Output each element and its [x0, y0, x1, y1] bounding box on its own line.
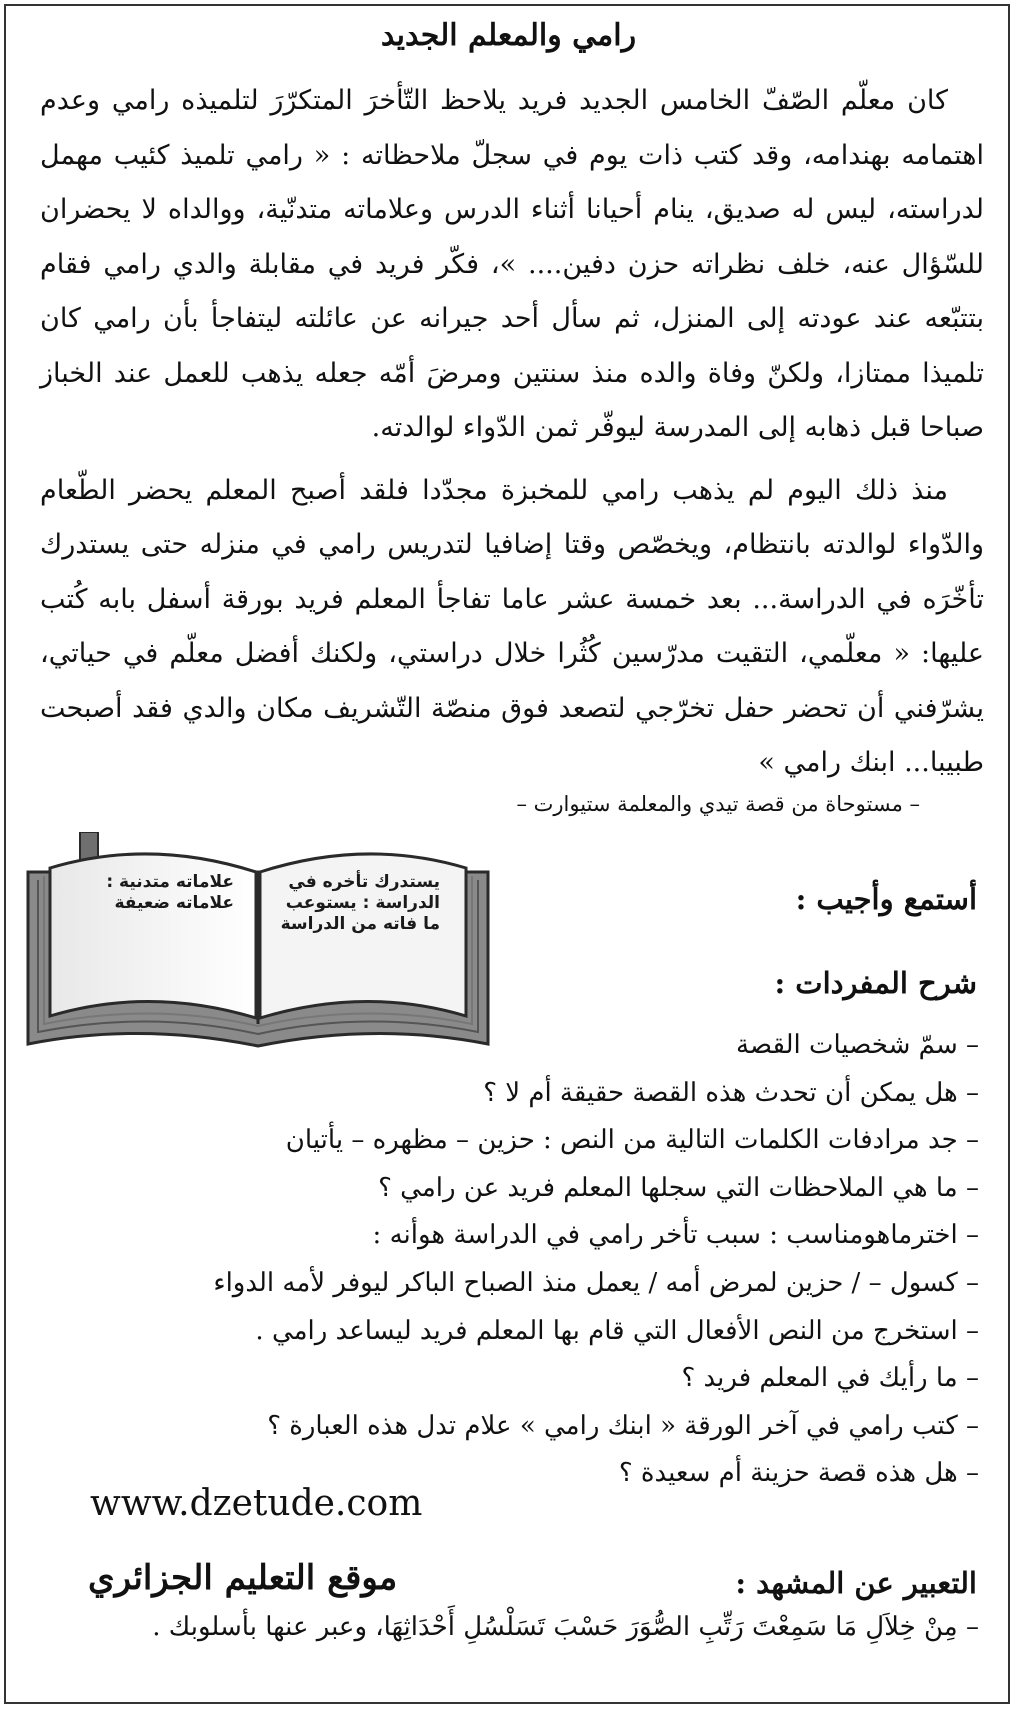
question-item: – اخترماهومناسب : سبب تأخر رامي في الدراسة هوأنه : — [372, 1220, 979, 1251]
questions-list — [19, 1022, 979, 1498]
vocabulary-heading: شرح المفردات : — [774, 966, 977, 1000]
question-item: – استخرج من النص الأفعال التي قام بها المعلم فريد ليساعد رامي . — [255, 1315, 979, 1346]
website-url[interactable]: www.dzetude.com — [90, 1483, 423, 1524]
story-source: – مستوحاة من قصة تيدي والمعلمة ستيوارت – — [516, 792, 920, 816]
story-paragraph-2: منذ ذلك اليوم لم يذهب رامي للمخبزة مجدّدا فلقد أصبح المعلم يحضر الطّعام والدّواء لوالدته بانتظام، ويخصّص وقتا إضافيا لتدريس رامي في منزله حتى يستدرك تأخّرَه في الدراسة... بعد خمسة عشر عاما تفاجأ المعلم فريد بورقة أسفل بابه كُتب عليها: « معلّمي، التقيت مدرّسين كُثُرا خلال دراستي، ولكنك أفضل معلّم في حياتي، يشرّفني أن تحضر حفل تخرّجي لتصعد فوق منصّة التّشريف مكان والدي فقد أصبحت طبيبا... ابنك رامي » — [40, 474, 984, 778]
question-item: – هل هذه قصة حزينة أم سعيدة ؟ — [618, 1458, 979, 1489]
listen-heading: أستمع وأجيب : — [795, 882, 977, 916]
expression-heading: التعبير عن المشهد : — [735, 1566, 977, 1600]
story-paragraph-1: كان معلّم الصّفّ الخامس الجديد فريد يلاحظ التّأخرَ المتكرّرَ لتلميذه رامي وعدم اهتمامه بهندامه، وقد كتب ذات يوم في سجلّ ملاحظاته : « رامي تلميذ كئيب مهمل لدراسته، ليس له صديق، ينام أحيانا أثناء الدرس وعلاماته متدنّية، ووالداه لا يحضران للسّؤال عنه، خلف نظراته حزن دفين.... »، فكّر فريد في مقابلة والدي رامي فقام بتتبّعه عند عودته إلى المنزل، ثم سأل أحد جيرانه عن عائلته ليتفاجأ بأن رامي كان تلميذا ممتازا، ولكنّ وفاة والده منذ سنتين ومرضَ أمّه جعله يذهب للعمل عند الخباز صباحا قبل ذهابه إلى المدرسة ليوفّر ثمن الدّواء لوالدته. — [40, 85, 984, 443]
book-left-page-text: علاماته متدنية : علاماته ضعيفة — [106, 872, 234, 913]
question-item: – سمّ شخصيات القصة — [735, 1030, 979, 1060]
question-item: – كسول – / حزين لمرض أمه / يعمل منذ الصباح الباكر ليوفر لأمه الدواء — [213, 1267, 979, 1298]
question-item: – ما رأيك في المعلم فريد ؟ — [681, 1363, 979, 1394]
book-right-page-text: يستدرك تأخره في الدراسة : يستوعب ما فاته من الدراسة — [280, 872, 440, 934]
story-title: رامي والمعلم الجديد — [380, 18, 637, 53]
open-book-illustration — [20, 832, 496, 1054]
question-item: – ما هي الملاحظات التي سجلها المعلم فريد عن رامي ؟ — [378, 1172, 979, 1203]
question-item: – هل يمكن أن تحدث هذه القصة حقيقة أم لا ؟ — [483, 1077, 979, 1108]
question-item: – كتب رامي في آخر الورقة « ابنك رامي » علام تدل هذه العبارة ؟ — [267, 1410, 979, 1441]
question-item: – جد مرادفات الكلمات التالية من النص : حزين – مظهره – يأتيان — [285, 1125, 979, 1156]
story-text — [40, 74, 984, 791]
final-instruction: – مِنْ خِلاَلِ مَا سَمِعْتَ رَتِّبِ الصُّوَرَ حَسْبَ تَسَلْسُلِ أَحْدَاثِهَا، وعبر عنها بأسلوبك . — [152, 1612, 979, 1642]
site-name: موقع التعليم الجزائري — [88, 1558, 398, 1598]
